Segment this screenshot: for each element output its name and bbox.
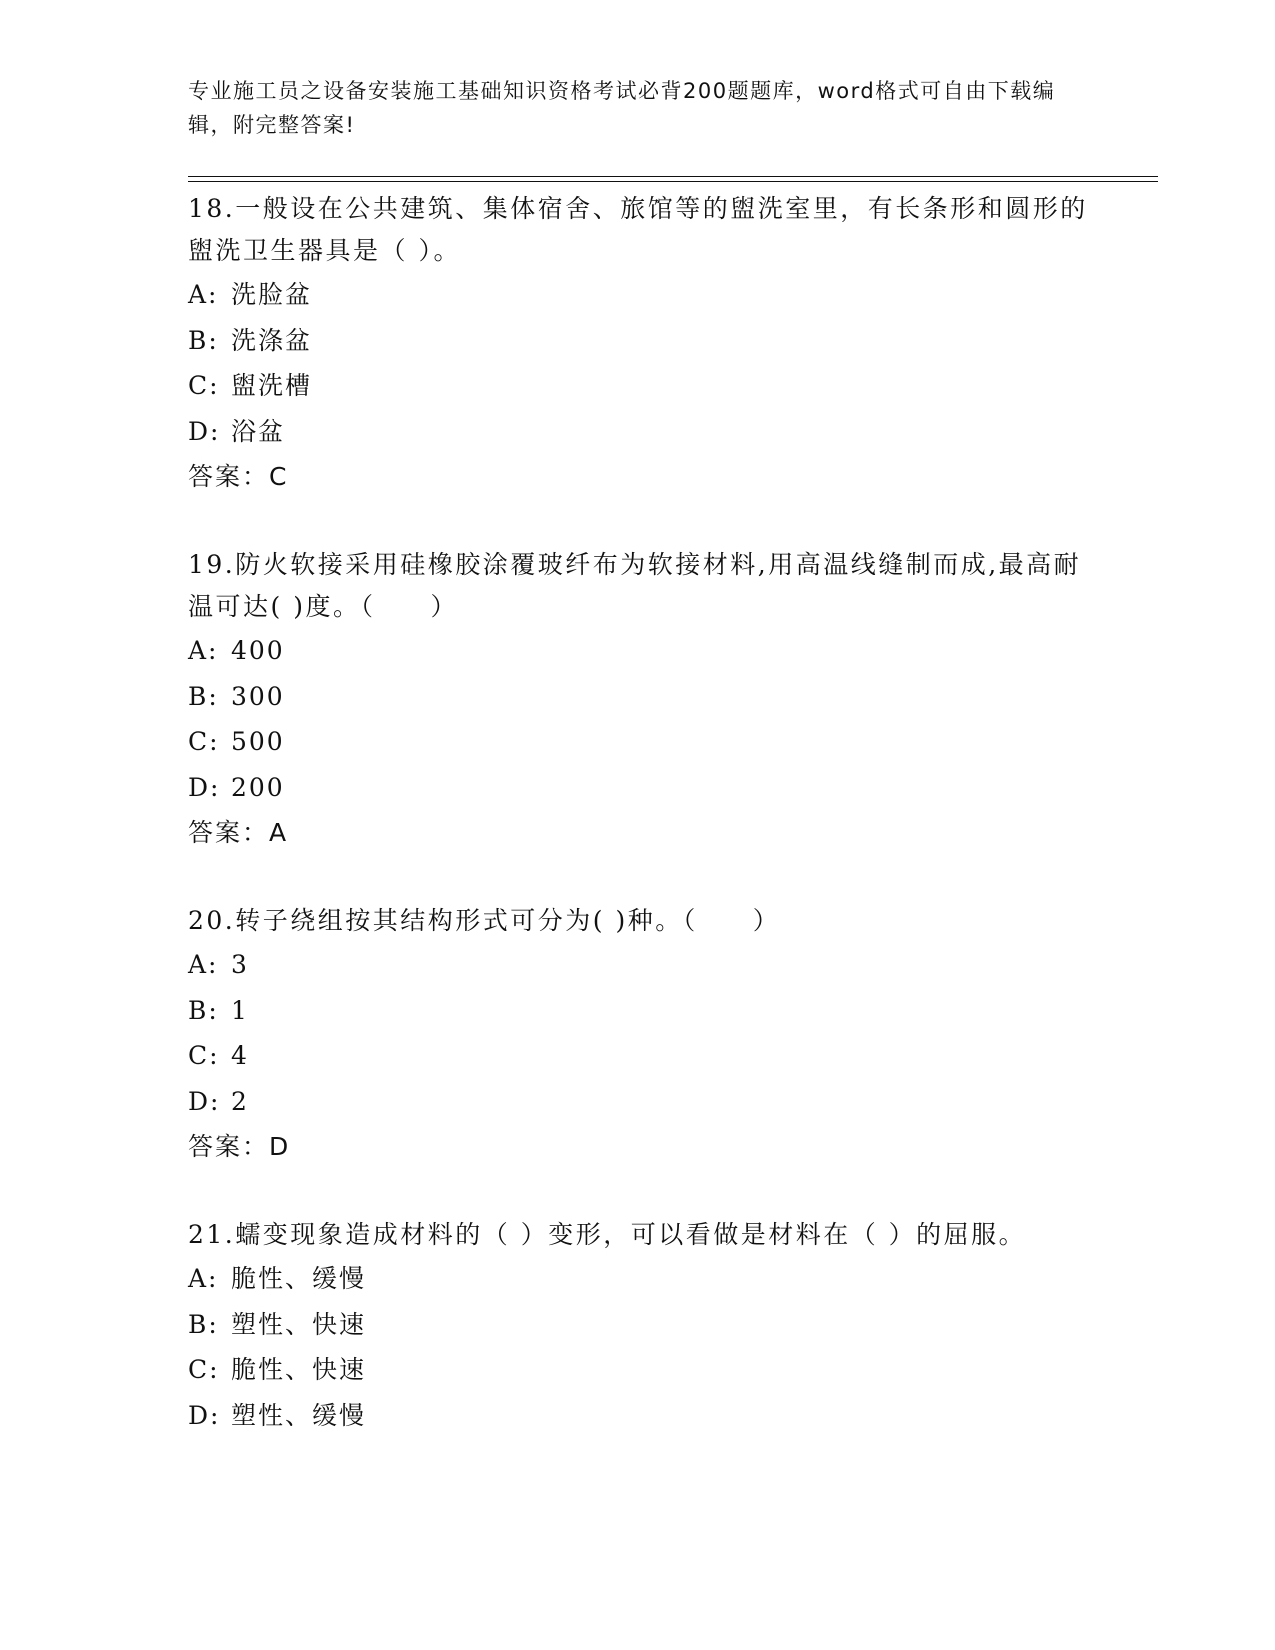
option-a — [188, 272, 1088, 318]
option-c — [188, 1033, 1088, 1079]
answer-line: 答案：A — [188, 818, 289, 848]
question-stem: 20.转子绕组按其结构形式可分为( )种。（ ） — [188, 905, 781, 935]
option-b — [188, 318, 1088, 364]
option-b — [188, 988, 1088, 1034]
option-letter: A: — [188, 635, 219, 665]
option-letter: D: — [188, 772, 221, 802]
option-text: 1 — [231, 995, 249, 1025]
question-21 — [188, 1214, 1088, 1438]
option-d — [188, 1079, 1088, 1125]
option-a — [188, 942, 1088, 988]
answer-line: 答案：D — [188, 1132, 291, 1162]
option-c — [188, 719, 1088, 765]
option-text: 脆性、缓慢 — [231, 1263, 367, 1293]
option-letter: D: — [188, 1400, 221, 1430]
option-text: 400 — [231, 635, 285, 665]
question-spacer — [188, 856, 1088, 900]
option-text: 洗脸盆 — [231, 280, 313, 309]
option-text: 脆性、快速 — [231, 1355, 367, 1385]
option-c — [188, 1347, 1088, 1393]
option-letter: C: — [188, 1041, 220, 1071]
option-d — [188, 1393, 1088, 1439]
header-divider-bottom — [188, 181, 1158, 182]
option-text: 500 — [231, 727, 285, 757]
option-text: 200 — [231, 772, 285, 802]
option-c — [188, 363, 1088, 409]
question-stem: 21.蠕变现象造成材料的（ ）变形，可以看做是材料在（ ）的屈服。 — [188, 1219, 1027, 1249]
option-text: 3 — [231, 949, 249, 979]
option-letter: C: — [188, 1355, 220, 1385]
option-letter: A: — [188, 280, 219, 309]
option-d — [188, 765, 1088, 811]
question-19 — [188, 544, 1088, 856]
question-spacer — [188, 1170, 1088, 1214]
option-letter: A: — [188, 1263, 219, 1293]
option-a — [188, 1256, 1088, 1302]
header-divider-top — [188, 176, 1158, 177]
option-letter: B: — [188, 681, 219, 711]
question-list — [188, 188, 1088, 1438]
document-header: 专业施工员之设备安装施工基础知识资格考试必背200题题库，word格式可自由下载编辑，附完整答案! — [188, 79, 1056, 137]
question-20 — [188, 900, 1088, 1170]
question-18 — [188, 188, 1088, 500]
question-stem: 18.一般设在公共建筑、集体宿舍、旅馆等的盥洗室里，有长条形和圆形的盥洗卫生器具是（ ）。 — [188, 194, 1088, 265]
option-letter: B: — [188, 1309, 219, 1339]
option-text: 塑性、快速 — [231, 1309, 367, 1339]
option-text: 盥洗槽 — [231, 371, 313, 401]
question-spacer — [188, 500, 1088, 544]
option-b — [188, 674, 1088, 720]
option-text: 2 — [231, 1086, 249, 1116]
option-text: 浴盆 — [231, 416, 286, 446]
option-b — [188, 1302, 1088, 1348]
option-text: 洗涤盆 — [231, 325, 313, 355]
answer-line: 答案：C — [188, 462, 289, 492]
option-letter: D: — [188, 1086, 221, 1116]
option-letter: C: — [188, 371, 220, 401]
option-letter: B: — [188, 995, 219, 1025]
option-letter: B: — [188, 325, 219, 355]
option-letter: C: — [188, 727, 220, 757]
option-a — [188, 628, 1088, 674]
option-letter: A: — [188, 949, 219, 979]
option-d — [188, 409, 1088, 455]
option-letter: D: — [188, 416, 221, 446]
option-text: 4 — [231, 1041, 249, 1071]
question-stem: 19.防火软接采用硅橡胶涂覆玻纤布为软接材料,用高温线缝制而成,最高耐温可达( )度。（ ） — [188, 549, 1082, 621]
option-text: 塑性、缓慢 — [231, 1400, 367, 1430]
option-text: 300 — [231, 681, 285, 711]
